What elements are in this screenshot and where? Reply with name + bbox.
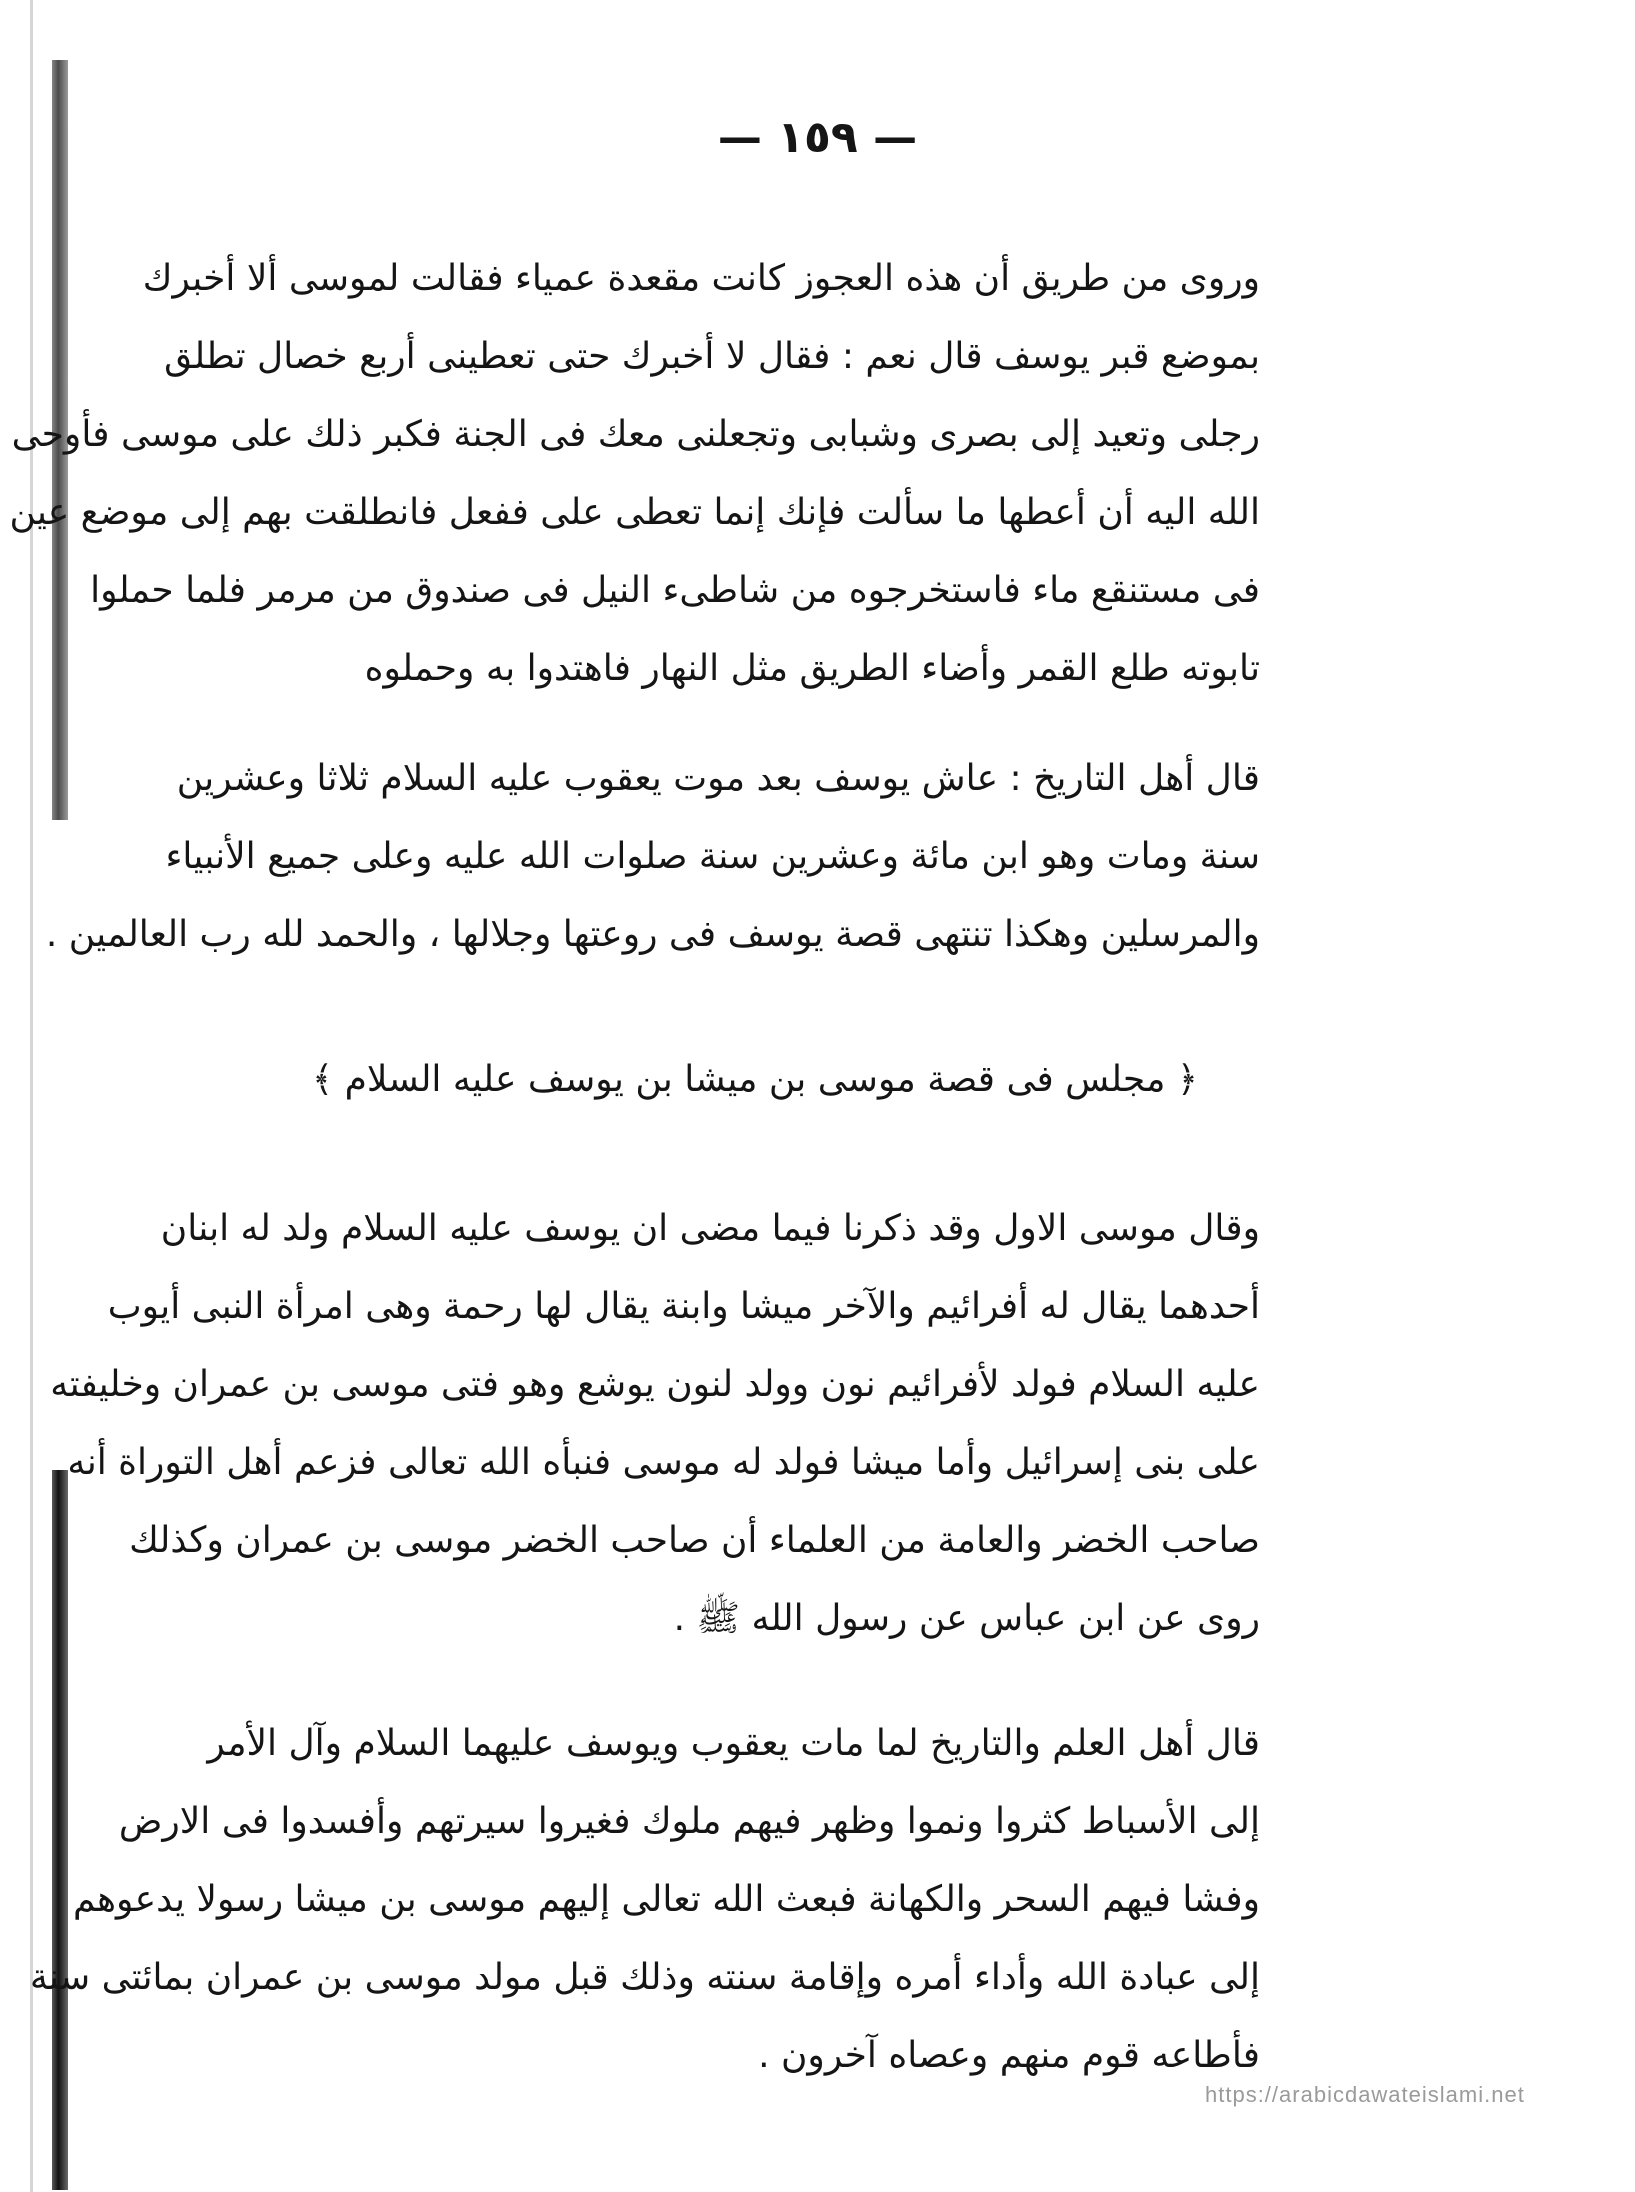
watermark-url: https://arabicdawateislami.net xyxy=(1205,2082,1525,2107)
section-heading: ﴿ مجلس فى قصة موسى بن ميشا بن يوسف عليه السلام ﴾ xyxy=(312,1059,1198,1100)
scan-edge-shadow-bottom xyxy=(52,1470,68,2190)
text-line: فى مستنقع ماء فاستخرجوه من شاطىء النيل فى صندوق من مرمر فلما حملوا xyxy=(90,570,1260,611)
text-line: الله اليه أن أعطها ما سألت فإنك إنما تعطى على ففعل فانطلقت بهم إلى موضع عين xyxy=(9,492,1260,533)
text-line: روى عن ابن عباس عن رسول الله ﷺ . xyxy=(673,1598,1260,1639)
text-line: قال أهل التاريخ : عاش يوسف بعد موت يعقوب عليه السلام ثلاثا وعشرين xyxy=(176,758,1260,799)
text-line: فأطاعه قوم منهم وعصاه آخرون . xyxy=(758,2035,1260,2076)
text-line: سنة ومات وهو ابن مائة وعشرين سنة صلوات الله عليه وعلى جميع الأنبياء xyxy=(165,836,1260,877)
text-line: رجلى وتعيد إلى بصرى وشبابى وتجعلنى معك فى الجنة فكبر ذلك على موسى فأوحى xyxy=(11,414,1260,455)
text-line: على بنى إسرائيل وأما ميشا فولد له موسى فنبأه الله تعالى فزعم أهل التوراة أنه xyxy=(67,1442,1260,1483)
text-line: إلى عبادة الله وأداء أمره وإقامة سنته وذلك قبل مولد موسى بن عمران بمائتى سنة xyxy=(29,1957,1260,1998)
paragraph-1 xyxy=(9,240,1260,708)
text-line: إلى الأسباط كثروا ونموا وظهر فيهم ملوك فغيروا سيرتهم وأفسدوا فى الارض xyxy=(118,1801,1260,1842)
text-line: عليه السلام فولد لأفرائيم نون وولد لنون يوشع وهو فتى موسى بن عمران وخليفته xyxy=(50,1364,1260,1405)
paragraph-4 xyxy=(29,1705,1260,2095)
text-line: أحدهما يقال له أفرائيم والآخر ميشا وابنة يقال لها رحمة وهى امرأة النبى أيوب xyxy=(107,1286,1260,1327)
text-line: تابوته طلع القمر وأضاء الطريق مثل النهار فاهتدوا به وحملوه xyxy=(364,648,1260,689)
paragraph-3 xyxy=(50,1190,1260,1658)
scan-edge-line xyxy=(30,0,33,2192)
text-line: وقال موسى الاول وقد ذكرنا فيما مضى ان يوسف عليه السلام ولد له ابنان xyxy=(160,1208,1260,1249)
text-line: بموضع قبر يوسف قال نعم : فقال لا أخبرك حتى تعطينى أربع خصال تطلق xyxy=(164,336,1260,377)
text-line: صاحب الخضر والعامة من العلماء أن صاحب الخضر موسى بن عمران وكذلك xyxy=(129,1520,1260,1561)
text-line: وفشا فيهم السحر والكهانة فبعث الله تعالى إليهم موسى بن ميشا رسولا يدعوهم xyxy=(73,1879,1260,1920)
text-line: وروى من طريق أن هذه العجوز كانت مقعدة عمياء فقالت لموسى ألا أخبرك xyxy=(142,258,1260,299)
paragraph-2 xyxy=(45,740,1260,974)
page-number: — ١٥٩ — xyxy=(717,112,918,163)
text-line: والمرسلين وهكذا تنتهى قصة يوسف فى روعتها وجلالها ، والحمد لله رب العالمين . xyxy=(45,914,1260,955)
text-line: قال أهل العلم والتاريخ لما مات يعقوب ويوسف عليهما السلام وآل الأمر xyxy=(207,1723,1260,1764)
